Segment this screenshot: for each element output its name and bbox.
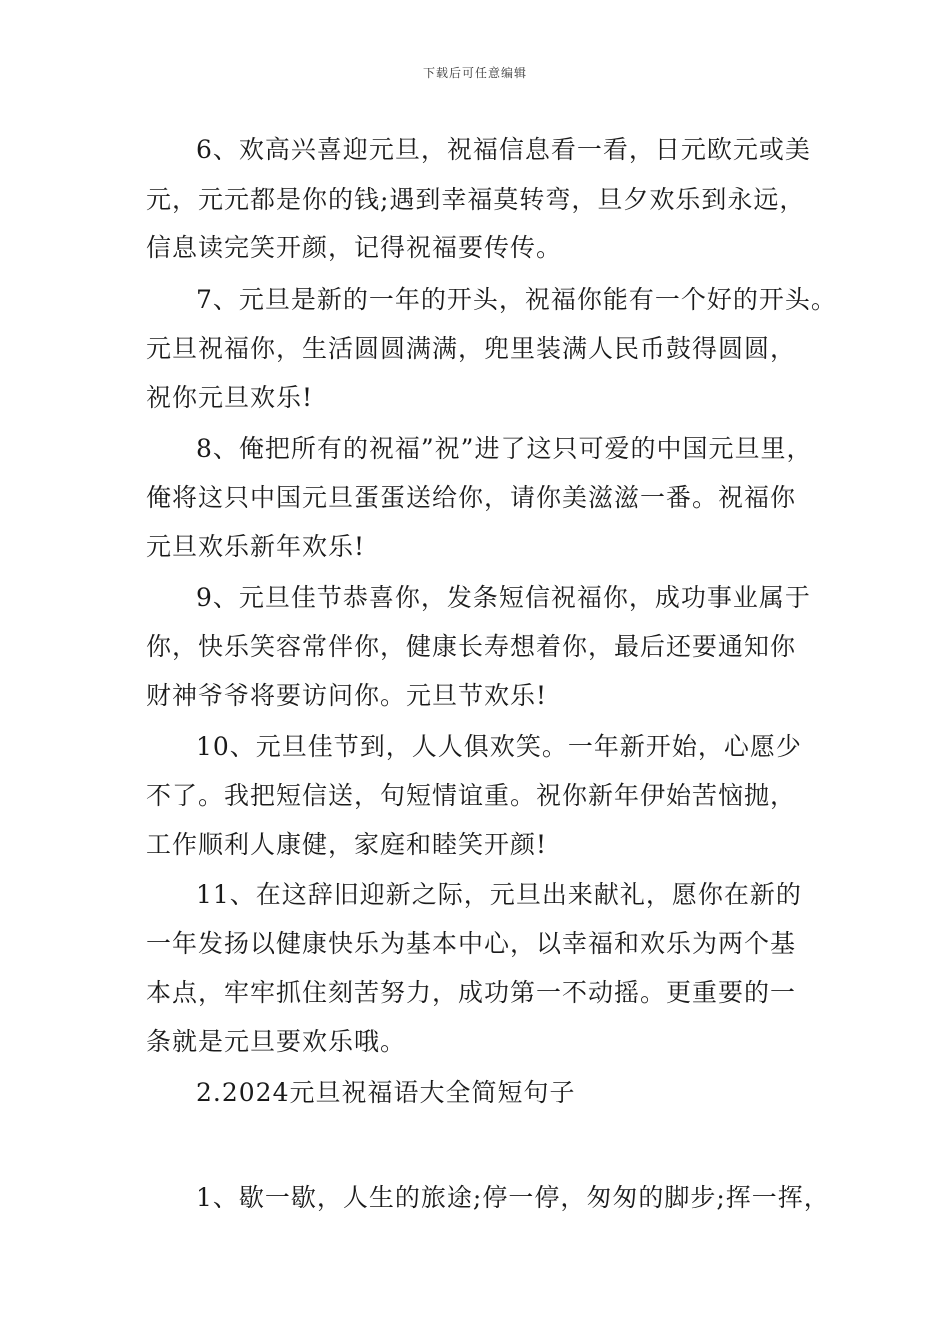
paragraph-6-line-2: 元，元元都是你的钱;遇到幸福莫转弯，旦夕欢乐到永远， — [146, 185, 806, 214]
paragraph-11-line-1: 11、在这辞旧迎新之际，元旦出来献礼，愿你在新的 — [196, 880, 802, 909]
paragraph-8-line-2: 俺将这只中国元旦蛋蛋送给你，请你美滋滋一番。祝福你 — [146, 483, 797, 512]
paragraph-6-line-1: 6、欢高兴喜迎元旦，祝福信息看一看，日元欧元或美 — [196, 135, 811, 164]
paragraph-9-line-3: 财神爷爷将要访问你。元旦节欢乐! — [146, 681, 548, 710]
paragraph-10-line-1: 10、元旦佳节到，人人俱欢笑。一年新开始，心愿少 — [196, 732, 802, 761]
section-2-item-1-line-1: 1、歇一歇，人生的旅途;停一停，匆匆的脚步;挥一挥， — [196, 1183, 830, 1212]
paragraph-7-line-2: 元旦祝福你，生活圆圆满满，兜里装满人民币鼓得圆圆， — [146, 334, 797, 363]
paragraph-7-line-1: 7、元旦是新的一年的开头，祝福你能有一个好的开头。 — [196, 285, 837, 314]
paragraph-8-line-1: 8、俺把所有的祝福”祝”进了这只可爱的中国元旦里， — [196, 434, 813, 463]
paragraph-8-line-3: 元旦欢乐新年欢乐! — [146, 532, 366, 561]
paragraph-9-line-2: 你，快乐笑容常伴你，健康长寿想着你，最后还要通知你 — [146, 632, 797, 661]
paragraph-10-line-3: 工作顺利人康健，家庭和睦笑开颜! — [146, 830, 548, 859]
header-note: 下载后可任意编辑 — [422, 66, 527, 80]
section-heading: 2.2024元旦祝福语大全简短句子 — [196, 1078, 576, 1107]
paragraph-10-line-2: 不了。我把短信送，句短情谊重。祝你新年伊始苦恼抛， — [146, 781, 797, 810]
paragraph-11-line-2: 一年发扬以健康快乐为基本中心，以幸福和欢乐为两个基 — [146, 929, 797, 958]
paragraph-11-line-3: 本点，牢牢抓住刻苦努力，成功第一不动摇。更重要的一 — [146, 978, 797, 1007]
paragraph-11-line-4: 条就是元旦要欢乐哦。 — [146, 1027, 407, 1056]
paragraph-9-line-1: 9、元旦佳节恭喜你，发条短信祝福你，成功事业属于 — [196, 583, 811, 612]
paragraph-6-line-3: 信息读完笑开颜，记得祝福要传传。 — [146, 233, 563, 262]
paragraph-7-line-3: 祝你元旦欢乐! — [146, 383, 314, 412]
